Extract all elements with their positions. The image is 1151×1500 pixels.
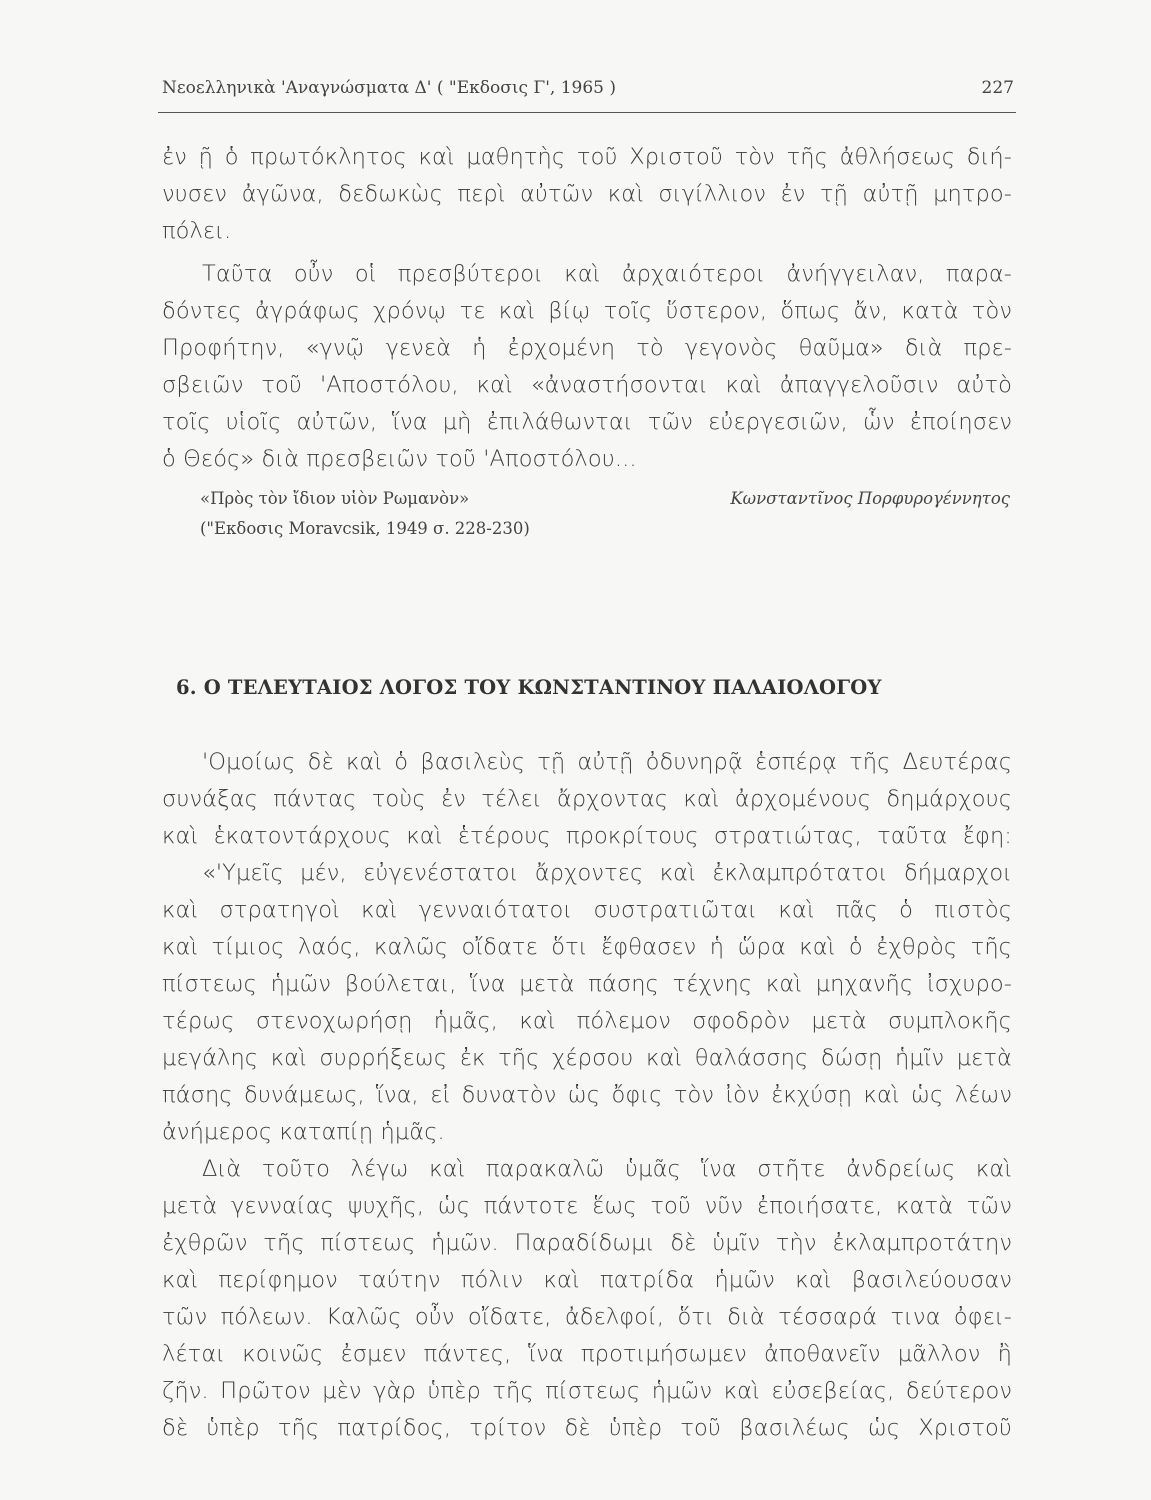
text-line: δὲ ὑπὲρ τῆς πατρίδος, τρίτον δὲ ὑπὲρ τοῦ βασιλέως ὡς Χριστοῦ (162, 1415, 1012, 1441)
text-line: λέται κοινῶς ἐσμεν πάντες, ἵνα προτιμήσωμεν ἀποθανεῖν μᾶλλον ἢ (162, 1341, 1012, 1367)
text-line: 'Ομοίως δὲ καὶ ὁ βασιλεὺς τῇ αὐτῇ ὀδυνηρᾷ ἑσπέρᾳ τῆς Δευτέρας (202, 749, 1012, 775)
running-title: Νεοελληνικὰ 'Αναγνώσματα Δ' ( "Εκδοσις Γ', 1965 ) (162, 78, 616, 98)
text-line: πίστεως ἡμῶν βούλεται, ἵνα μετὰ πάσης τέχνης καὶ μηχανῆς ἰσχυρο- (162, 971, 1012, 997)
citation (200, 484, 1010, 544)
page-number: 227 (981, 78, 1014, 98)
text-line: τῶν πόλεων. Καλῶς οὖν οἴδατε, ἀδελφοί, ὅτι διὰ τέσσαρά τινα ὀφει- (162, 1304, 1012, 1330)
text-line: πάσης δυνάμεως, ἵνα, εἰ δυνατὸν ὡς ὄφις τὸν ἰὸν ἐκχύσῃ καὶ ὡς λέων (162, 1082, 1012, 1108)
text-line: τέρως στενοχωρήσῃ ἡμᾶς, καὶ πόλεμον σφοδρὸν μετὰ συμπλοκῆς (162, 1008, 1012, 1034)
text-line: συνάξας πάντας τοὺς ἐν τέλει ἄρχοντας καὶ ἀρχομένους δημάρχους (162, 786, 1012, 812)
text-line: Διὰ τοῦτο λέγω καὶ παρακαλῶ ὑμᾶς ἵνα στῆτε ἀνδρείως καὶ (202, 1156, 1012, 1182)
header-rule (158, 112, 1016, 113)
text-line: τοῖς υἱοῖς αὐτῶν, ἵνα μὴ ἐπιλάθωνται τῶν εὐεργεσιῶν, ὧν ἐποίησεν (162, 409, 1012, 435)
text-line: «'Υμεῖς μέν, εὐγενέστατοι ἄρχοντες καὶ ἐκλαμπρότατοι δήμαρχοι (202, 860, 1012, 886)
text-line: Ταῦτα οὖν οἱ πρεσβύτεροι καὶ ἀρχαιότεροι ἀνήγγειλαν, παρα- (202, 261, 1012, 287)
passage-constantine (162, 139, 1012, 478)
section-heading: 6. Ο ΤΕΛΕΥΤΑΙΟΣ ΛΟΓΟΣ ΤΟΥ ΚΩΝΣΤΑΝΤΙΝΟΥ ΠΑΛΑΙΟΛΟΓΟΥ (176, 676, 882, 699)
text-line: σβειῶν τοῦ 'Αποστόλου, καὶ «ἀναστήσονται καὶ ἀπαγγελοῦσιν αὐτὸ (162, 372, 1012, 398)
text-line: νυσεν ἀγῶνα, δεδωκὼς περὶ αὐτῶν καὶ σιγίλλιον ἐν τῇ αὐτῇ μητρο- (162, 181, 1012, 207)
text-line: ἀνήμερος καταπίῃ ἡμᾶς. (162, 1119, 445, 1145)
text-line: καὶ ἑκατοντάρχους καὶ ἑτέρους προκρίτους στρατιώτας, ταῦτα ἔφη: (162, 823, 1012, 849)
text-line: μεγάλης καὶ συρρήξεως ἐκ τῆς χέρσου καὶ θαλάσσης δώσῃ ἡμῖν μετὰ (162, 1045, 1012, 1071)
citation-edition: ("Εκδοσις Moravcsik, 1949 σ. 228-230) (200, 519, 530, 538)
text-line: καὶ περίφημον ταύτην πόλιν καὶ πατρίδα ἡμῶν καὶ βασιλεύουσαν (162, 1267, 1012, 1293)
text-line: ἐν ῇ ὁ πρωτόκλητος καὶ μαθητὴς τοῦ Χριστοῦ τὸν τῆς ἀθλήσεως διή- (162, 144, 1012, 170)
text-line: δόντες ἀγράφως χρόνῳ τε καὶ βίῳ τοῖς ὕστερον, ὅπως ἄν, κατὰ τὸν (162, 298, 1012, 324)
citation-work: «Πρὸς τὸν ἴδιον υἱὸν Ρωμανὸν» (200, 489, 470, 508)
text-line: ὁ Θεός» διὰ πρεσβειῶν τοῦ 'Αποστόλου... (162, 446, 637, 472)
text-line: ζῆν. Πρῶτον μὲν γὰρ ὑπὲρ τῆς πίστεως ἡμῶν καὶ εὐσεβείας, δεύτερον (162, 1378, 1012, 1404)
passage-palaiologos (162, 744, 1012, 1447)
text-line: καὶ στρατηγοὶ καὶ γενναιότατοι συστρατιῶται καὶ πᾶς ὁ πιστὸς (162, 897, 1012, 923)
text-line: Προφήτην, «γνῷ γενεὰ ἡ ἐρχομένη τὸ γεγονὸς θαῦμα» διὰ πρε- (162, 335, 1012, 361)
text-line: μετὰ γενναίας ψυχῆς, ὡς πάντοτε ἕως τοῦ νῦν ἐποιήσατε, κατὰ τῶν (162, 1193, 1012, 1219)
text-line: καὶ τίμιος λαός, καλῶς οἴδατε ὅτι ἔφθασεν ἡ ὥρα καὶ ὁ ἐχθρὸς τῆς (162, 934, 1012, 960)
text-line: πόλει. (162, 218, 232, 244)
running-header (162, 78, 1014, 98)
citation-author: Κωνσταντῖνος Πορφυρογέννητος (730, 489, 1010, 508)
text-line: ἐχθρῶν τῆς πίστεως ἡμῶν. Παραδίδωμι δὲ ὑμῖν τὴν ἐκλαμπροτάτην (162, 1230, 1012, 1256)
